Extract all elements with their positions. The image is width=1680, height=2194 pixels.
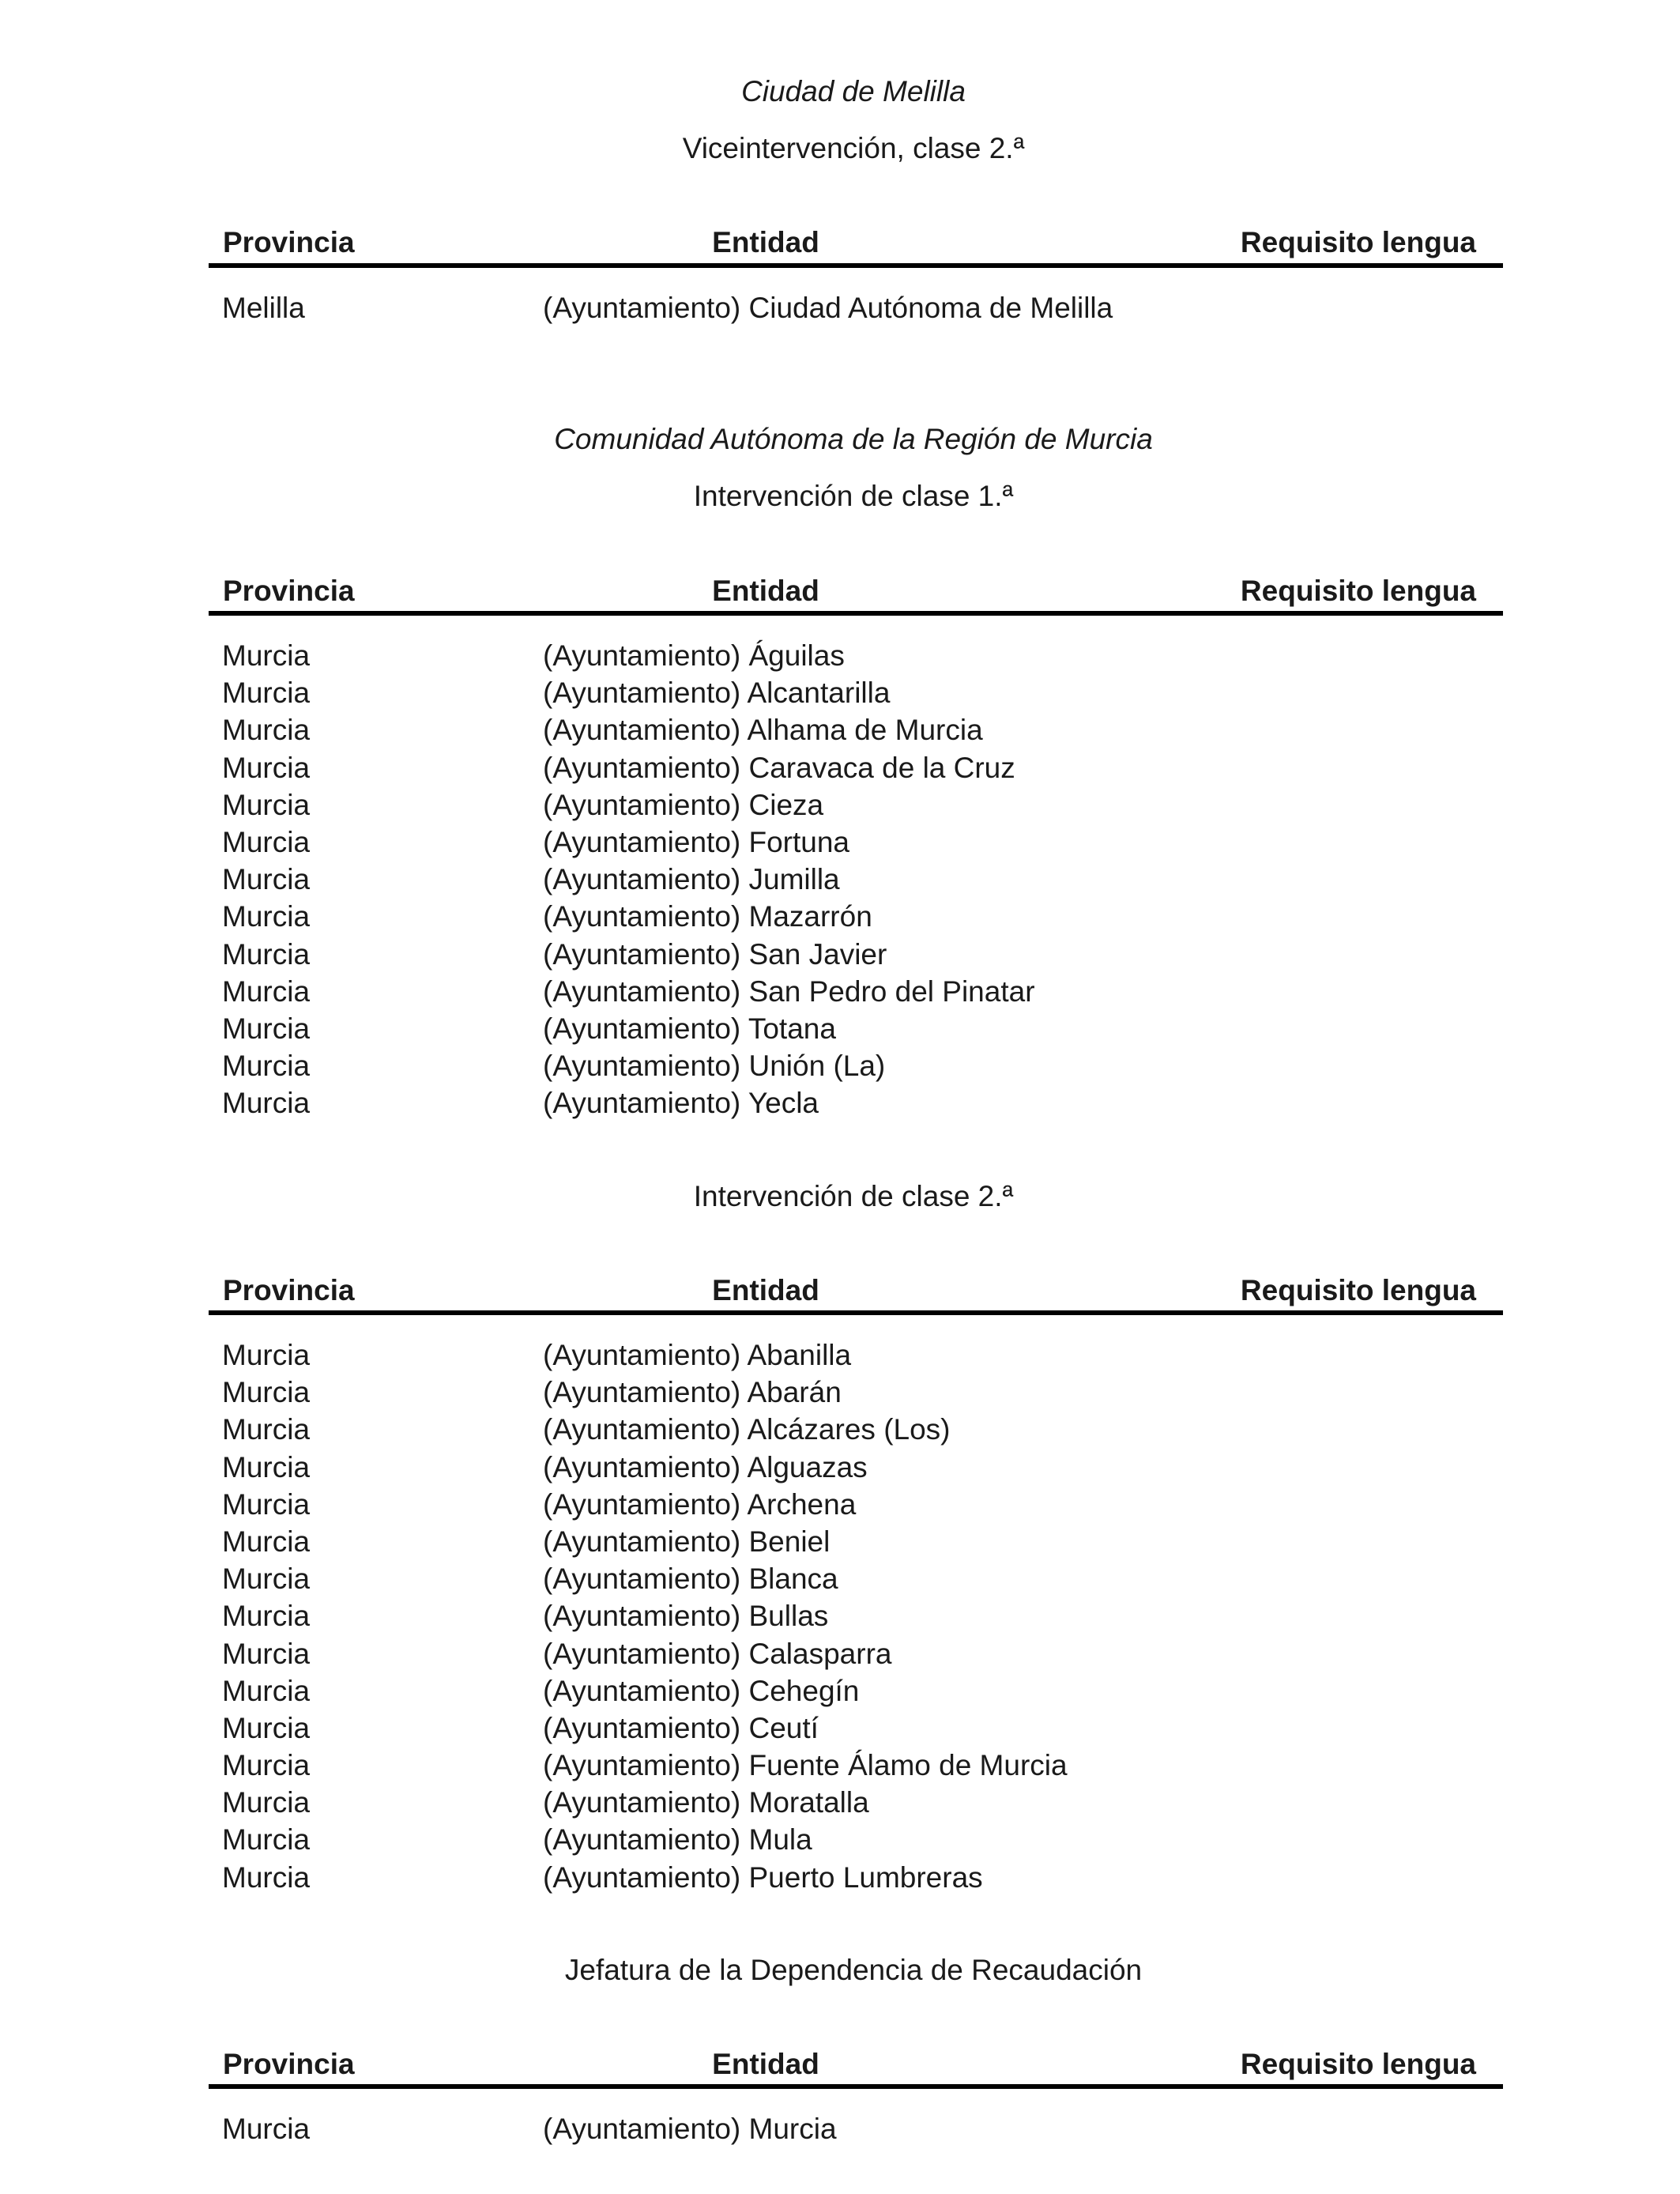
region-title: Ciudad de Melilla — [741, 75, 966, 107]
cell-entidad: (Ayuntamiento) Calasparra — [543, 1637, 892, 1670]
cell-entidad: (Ayuntamiento) Bullas — [543, 1600, 829, 1633]
cell-provincia: Murcia — [222, 1600, 311, 1633]
header-rule — [209, 263, 1503, 268]
cell-provincia: Melilla — [222, 292, 305, 324]
table-row — [222, 289, 1328, 326]
cell-entidad: (Ayuntamiento) Abarán — [543, 1376, 842, 1409]
cell-provincia: Murcia — [222, 1525, 311, 1558]
table-header — [209, 574, 1503, 609]
cell-provincia: Murcia — [222, 1786, 311, 1819]
table-row — [222, 1672, 1328, 1710]
cell-provincia: Murcia — [222, 714, 311, 747]
header-entidad: Entidad — [712, 226, 819, 258]
table-row — [222, 1523, 1328, 1560]
header-provincia: Provincia — [223, 226, 355, 258]
cell-entidad: (Ayuntamiento) Águilas — [543, 639, 845, 672]
cell-entidad: (Ayuntamiento) Yecla — [543, 1087, 819, 1120]
cell-entidad: (Ayuntamiento) Beniel — [543, 1525, 831, 1558]
cell-provincia: Murcia — [222, 1711, 311, 1744]
header-rule — [209, 611, 1503, 616]
cell-provincia: Murcia — [222, 1860, 311, 1894]
table-row — [222, 1449, 1328, 1486]
section-subtitle: Viceintervención, clase 2.ª — [682, 132, 1025, 164]
table-row — [222, 2110, 1328, 2147]
cell-provincia: Murcia — [222, 2113, 311, 2145]
table-row — [222, 824, 1328, 861]
cell-provincia: Murcia — [222, 1563, 311, 1596]
header-requisito-lengua: Requisito lengua — [1240, 2048, 1476, 2080]
table-row — [222, 711, 1328, 748]
cell-provincia: Murcia — [222, 863, 311, 896]
table-row — [222, 936, 1328, 973]
cell-entidad: (Ayuntamiento) Alcantarilla — [543, 677, 891, 710]
table-row — [222, 1084, 1328, 1122]
table-row — [222, 1710, 1328, 1747]
cell-entidad: (Ayuntamiento) Archena — [543, 1487, 857, 1521]
cell-provincia: Murcia — [222, 1823, 311, 1857]
header-provincia: Provincia — [223, 575, 355, 607]
header-entidad: Entidad — [712, 1274, 819, 1306]
section-subtitle: Jefatura de la Dependencia de Recaudación — [564, 1954, 1143, 1986]
table-row — [222, 1635, 1328, 1672]
table-row — [222, 1560, 1328, 1597]
cell-provincia: Murcia — [222, 1413, 311, 1446]
cell-entidad: (Ayuntamiento) Blanca — [543, 1563, 838, 1596]
cell-entidad: (Ayuntamiento) Ciudad Autónoma de Melilla — [543, 292, 1113, 324]
cell-entidad: (Ayuntamiento) Cehegín — [543, 1674, 860, 1707]
header-rule — [209, 2084, 1503, 2089]
table-row — [222, 1010, 1328, 1047]
cell-provincia: Murcia — [222, 677, 311, 710]
cell-entidad: (Ayuntamiento) Murcia — [543, 2113, 837, 2145]
table-row — [222, 973, 1328, 1010]
cell-provincia: Murcia — [222, 1674, 311, 1707]
cell-provincia: Murcia — [222, 1450, 311, 1483]
header-entidad: Entidad — [712, 575, 819, 607]
cell-entidad: (Ayuntamiento) Caravaca de la Cruz — [543, 751, 1015, 784]
cell-entidad: (Ayuntamiento) Mula — [543, 1823, 812, 1857]
header-requisito-lengua: Requisito lengua — [1240, 575, 1476, 607]
cell-provincia: Murcia — [222, 1749, 311, 1782]
cell-provincia: Murcia — [222, 639, 311, 672]
cell-provincia: Murcia — [222, 1339, 311, 1371]
cell-entidad: (Ayuntamiento) Alguazas — [543, 1450, 868, 1483]
header-entidad: Entidad — [712, 2048, 819, 2080]
section-subtitle: Intervención de clase 2.ª — [693, 1180, 1014, 1212]
table-row — [222, 1747, 1328, 1784]
cell-entidad: (Ayuntamiento) Fuente Álamo de Murcia — [543, 1749, 1068, 1782]
cell-entidad: (Ayuntamiento) Alcázares (Los) — [543, 1413, 951, 1446]
cell-entidad: (Ayuntamiento) Fortuna — [543, 825, 850, 858]
header-rule — [209, 1310, 1503, 1315]
cell-entidad: (Ayuntamiento) San Javier — [543, 937, 887, 971]
table-row — [222, 1336, 1328, 1374]
region-title: Comunidad Autónoma de la Región de Murcia — [554, 423, 1153, 455]
table-row — [222, 1047, 1328, 1084]
cell-entidad: (Ayuntamiento) Unión (La) — [543, 1050, 886, 1083]
cell-entidad: (Ayuntamiento) Moratalla — [543, 1786, 869, 1819]
cell-provincia: Murcia — [222, 1376, 311, 1409]
header-requisito-lengua: Requisito lengua — [1240, 1274, 1476, 1306]
header-provincia: Provincia — [223, 2048, 355, 2080]
cell-provincia: Murcia — [222, 900, 311, 933]
table-row — [222, 786, 1328, 824]
cell-entidad: (Ayuntamiento) Puerto Lumbreras — [543, 1860, 983, 1894]
section-subtitle: Intervención de clase 1.ª — [693, 480, 1014, 512]
cell-provincia: Murcia — [222, 1012, 311, 1045]
table-header — [209, 225, 1503, 260]
table-row — [222, 1374, 1328, 1411]
cell-provincia: Murcia — [222, 1637, 311, 1670]
table-row — [222, 861, 1328, 898]
cell-entidad: (Ayuntamiento) Totana — [543, 1012, 836, 1045]
table-body — [222, 2110, 1328, 2147]
table-row — [222, 1859, 1328, 1896]
table-body — [222, 1336, 1328, 1896]
cell-provincia: Murcia — [222, 825, 311, 858]
table-row — [222, 1411, 1328, 1448]
cell-entidad: (Ayuntamiento) Abanilla — [543, 1339, 852, 1371]
table-header — [209, 2047, 1503, 2082]
cell-provincia: Murcia — [222, 788, 311, 821]
table-row — [222, 1784, 1328, 1821]
header-requisito-lengua: Requisito lengua — [1240, 226, 1476, 258]
cell-entidad: (Ayuntamiento) Mazarrón — [543, 900, 872, 933]
table-row — [222, 637, 1328, 674]
table-header — [209, 1273, 1503, 1308]
cell-entidad: (Ayuntamiento) Alhama de Murcia — [543, 714, 983, 747]
table-row — [222, 1597, 1328, 1634]
table-body — [222, 289, 1328, 326]
cell-entidad: (Ayuntamiento) Ceutí — [543, 1711, 819, 1744]
table-row — [222, 749, 1328, 786]
table-row — [222, 1821, 1328, 1858]
table-row — [222, 674, 1328, 711]
cell-entidad: (Ayuntamiento) Cieza — [543, 788, 824, 821]
cell-provincia: Murcia — [222, 1487, 311, 1521]
table-body — [222, 637, 1328, 1122]
table-row — [222, 898, 1328, 935]
cell-entidad: (Ayuntamiento) Jumilla — [543, 863, 840, 896]
cell-provincia: Murcia — [222, 937, 311, 971]
table-row — [222, 1486, 1328, 1523]
cell-provincia: Murcia — [222, 1050, 311, 1083]
cell-entidad: (Ayuntamiento) San Pedro del Pinatar — [543, 974, 1035, 1008]
cell-provincia: Murcia — [222, 1087, 311, 1120]
header-provincia: Provincia — [223, 1274, 355, 1306]
cell-provincia: Murcia — [222, 751, 311, 784]
cell-provincia: Murcia — [222, 974, 311, 1008]
